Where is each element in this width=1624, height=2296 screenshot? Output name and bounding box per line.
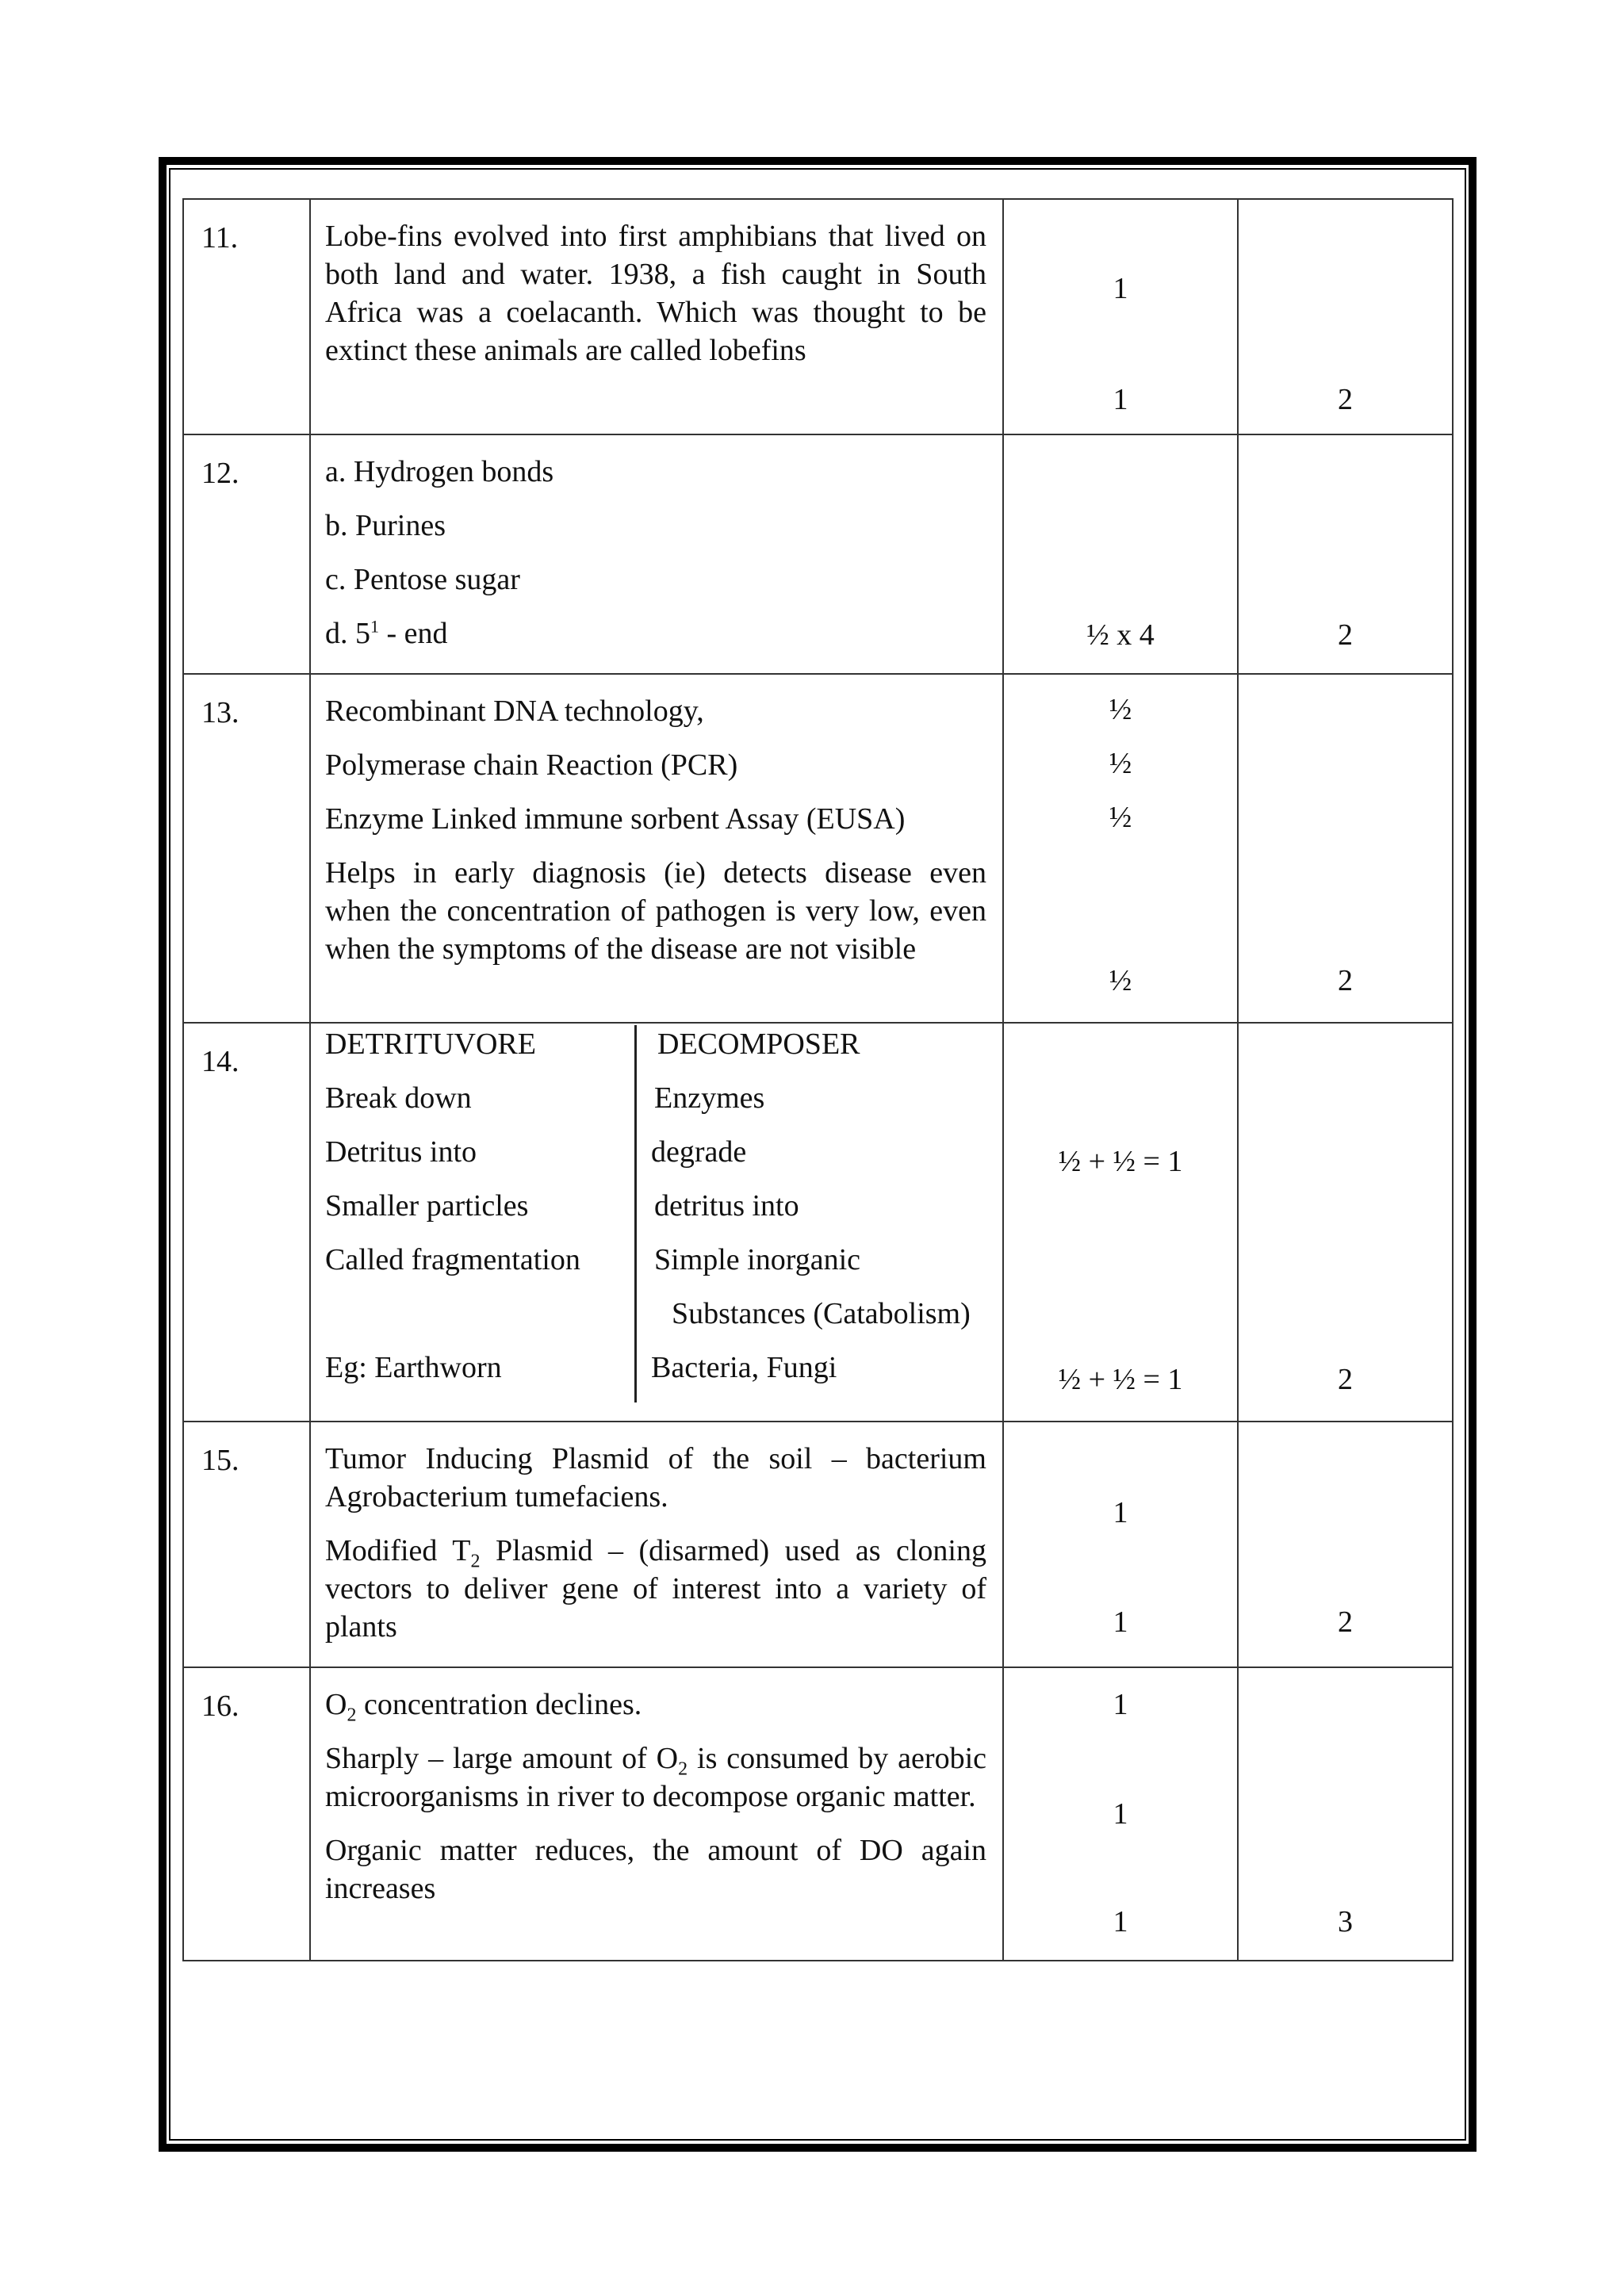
table-row xyxy=(183,674,1453,1023)
answer-paragraph: Tumor Inducing Plasmid of the soil – bacterium Agrobacterium tumefaciens. xyxy=(325,1442,986,1513)
answer-line: d. $5^1$ - end xyxy=(325,616,448,650)
answer-paragraph: $O_2$ concentration declines. xyxy=(325,1688,642,1726)
answer-line: b. Purines xyxy=(325,509,446,542)
total-cell xyxy=(1238,1667,1453,1961)
table-row xyxy=(183,199,1453,434)
marks-cell xyxy=(1003,199,1238,434)
answer-paragraph: Helps in early diagnosis (ie) detects disease even when the concentration of pathogen is very low, even when the symptoms of the disease are not visible xyxy=(325,856,986,966)
column-heading: DECOMPOSER xyxy=(657,1027,860,1061)
table-row xyxy=(183,434,1453,674)
question-number: 11. xyxy=(183,199,310,434)
total-cell xyxy=(1238,199,1453,434)
answer-line: Polymerase chain Reaction (PCR) xyxy=(325,748,738,782)
column-line: Substances (Catabolism) xyxy=(672,1297,971,1330)
marks-cell xyxy=(1003,674,1238,1023)
column-line: Detritus into xyxy=(325,1135,477,1169)
column-line: Bacteria, Fungi xyxy=(651,1351,837,1384)
marks-cell xyxy=(1003,1023,1238,1422)
question-number: 12. xyxy=(183,434,310,674)
answer-text xyxy=(310,674,1003,1023)
answer-text xyxy=(310,1667,1003,1961)
total-value: 2 xyxy=(1338,618,1353,652)
detritivore-column xyxy=(325,1025,637,1402)
total-value: 2 xyxy=(1338,1363,1353,1396)
column-line: Simple inorganic xyxy=(654,1243,860,1276)
mark-value: 1 xyxy=(1113,1688,1128,1721)
total-value: 2 xyxy=(1338,1605,1353,1639)
answer-line: a. Hydrogen bonds xyxy=(325,455,554,488)
column-line: Enzymes xyxy=(654,1081,765,1115)
mark-value: 1 xyxy=(1113,1797,1128,1831)
answer-text xyxy=(310,1422,1003,1667)
column-line: Smaller particles xyxy=(325,1189,529,1223)
decomposer-column xyxy=(637,1025,994,1402)
mark-value: ½ xyxy=(1109,693,1132,726)
mark-value: 1 xyxy=(1113,1605,1128,1639)
mark-value: 1 xyxy=(1113,383,1128,416)
mark-value: ½ + ½ = 1 xyxy=(1058,1145,1183,1178)
mark-value: ½ xyxy=(1109,747,1132,780)
question-number: 15. xyxy=(183,1422,310,1667)
mark-value: ½ x 4 xyxy=(1086,618,1155,652)
total-value: 2 xyxy=(1338,383,1353,416)
mark-value: ½ + ½ = 1 xyxy=(1058,1363,1183,1396)
answer-paragraph: Modified $T_2$ Plasmid – (disarmed) used as cloning vectors to deliver gene of interest into a variety of plants xyxy=(325,1534,986,1644)
table-row xyxy=(183,1667,1453,1961)
mark-value: 1 xyxy=(1113,1496,1128,1529)
answer-text xyxy=(310,1023,1003,1422)
total-cell xyxy=(1238,1422,1453,1667)
column-heading: DETRITUVORE xyxy=(325,1027,536,1061)
marks-cell xyxy=(1003,1667,1238,1961)
column-line: degrade xyxy=(651,1135,747,1169)
answer-paragraph: Lobe-fins evolved into first amphibians that lived on both land and water. 1938, a fish caught in South Africa was a coelacanth. Which was thought to be extinct these animals are called lobefins xyxy=(325,220,986,367)
table-row xyxy=(183,1422,1453,1667)
total-cell xyxy=(1238,1023,1453,1422)
answer-line: c. Pentose sugar xyxy=(325,563,520,596)
answer-key-table xyxy=(182,198,1454,1961)
answer-paragraph: Organic matter reduces, the amount of DO again increases xyxy=(325,1834,986,1905)
total-value: 3 xyxy=(1338,1905,1353,1938)
mark-value: 1 xyxy=(1113,1905,1128,1938)
answer-text xyxy=(310,434,1003,674)
question-number: 16. xyxy=(183,1667,310,1961)
column-line: Eg: Earthworn xyxy=(325,1351,502,1384)
answer-paragraph: Sharply – large amount of $O_2$ is consumed by aerobic microorganisms in river to decompose organic matter. xyxy=(325,1742,986,1813)
marks-cell xyxy=(1003,1422,1238,1667)
answer-line: Recombinant DNA technology, xyxy=(325,695,704,728)
mark-value: 1 xyxy=(1113,272,1128,305)
table-row xyxy=(183,1023,1453,1422)
total-value: 2 xyxy=(1338,964,1353,997)
mark-value: ½ xyxy=(1109,964,1132,997)
column-line xyxy=(325,1295,634,1349)
question-number: 14. xyxy=(183,1023,310,1422)
mark-value: ½ xyxy=(1109,801,1132,834)
column-line: detritus into xyxy=(654,1189,799,1223)
comparison-columns xyxy=(325,1025,994,1402)
column-line: Break down xyxy=(325,1081,472,1115)
answer-line: Enzyme Linked immune sorbent Assay (EUSA) xyxy=(325,802,906,836)
answer-text xyxy=(310,199,1003,434)
question-number: 13. xyxy=(183,674,310,1023)
total-cell xyxy=(1238,434,1453,674)
column-line: Called fragmentation xyxy=(325,1243,580,1276)
total-cell xyxy=(1238,674,1453,1023)
marks-cell xyxy=(1003,434,1238,674)
